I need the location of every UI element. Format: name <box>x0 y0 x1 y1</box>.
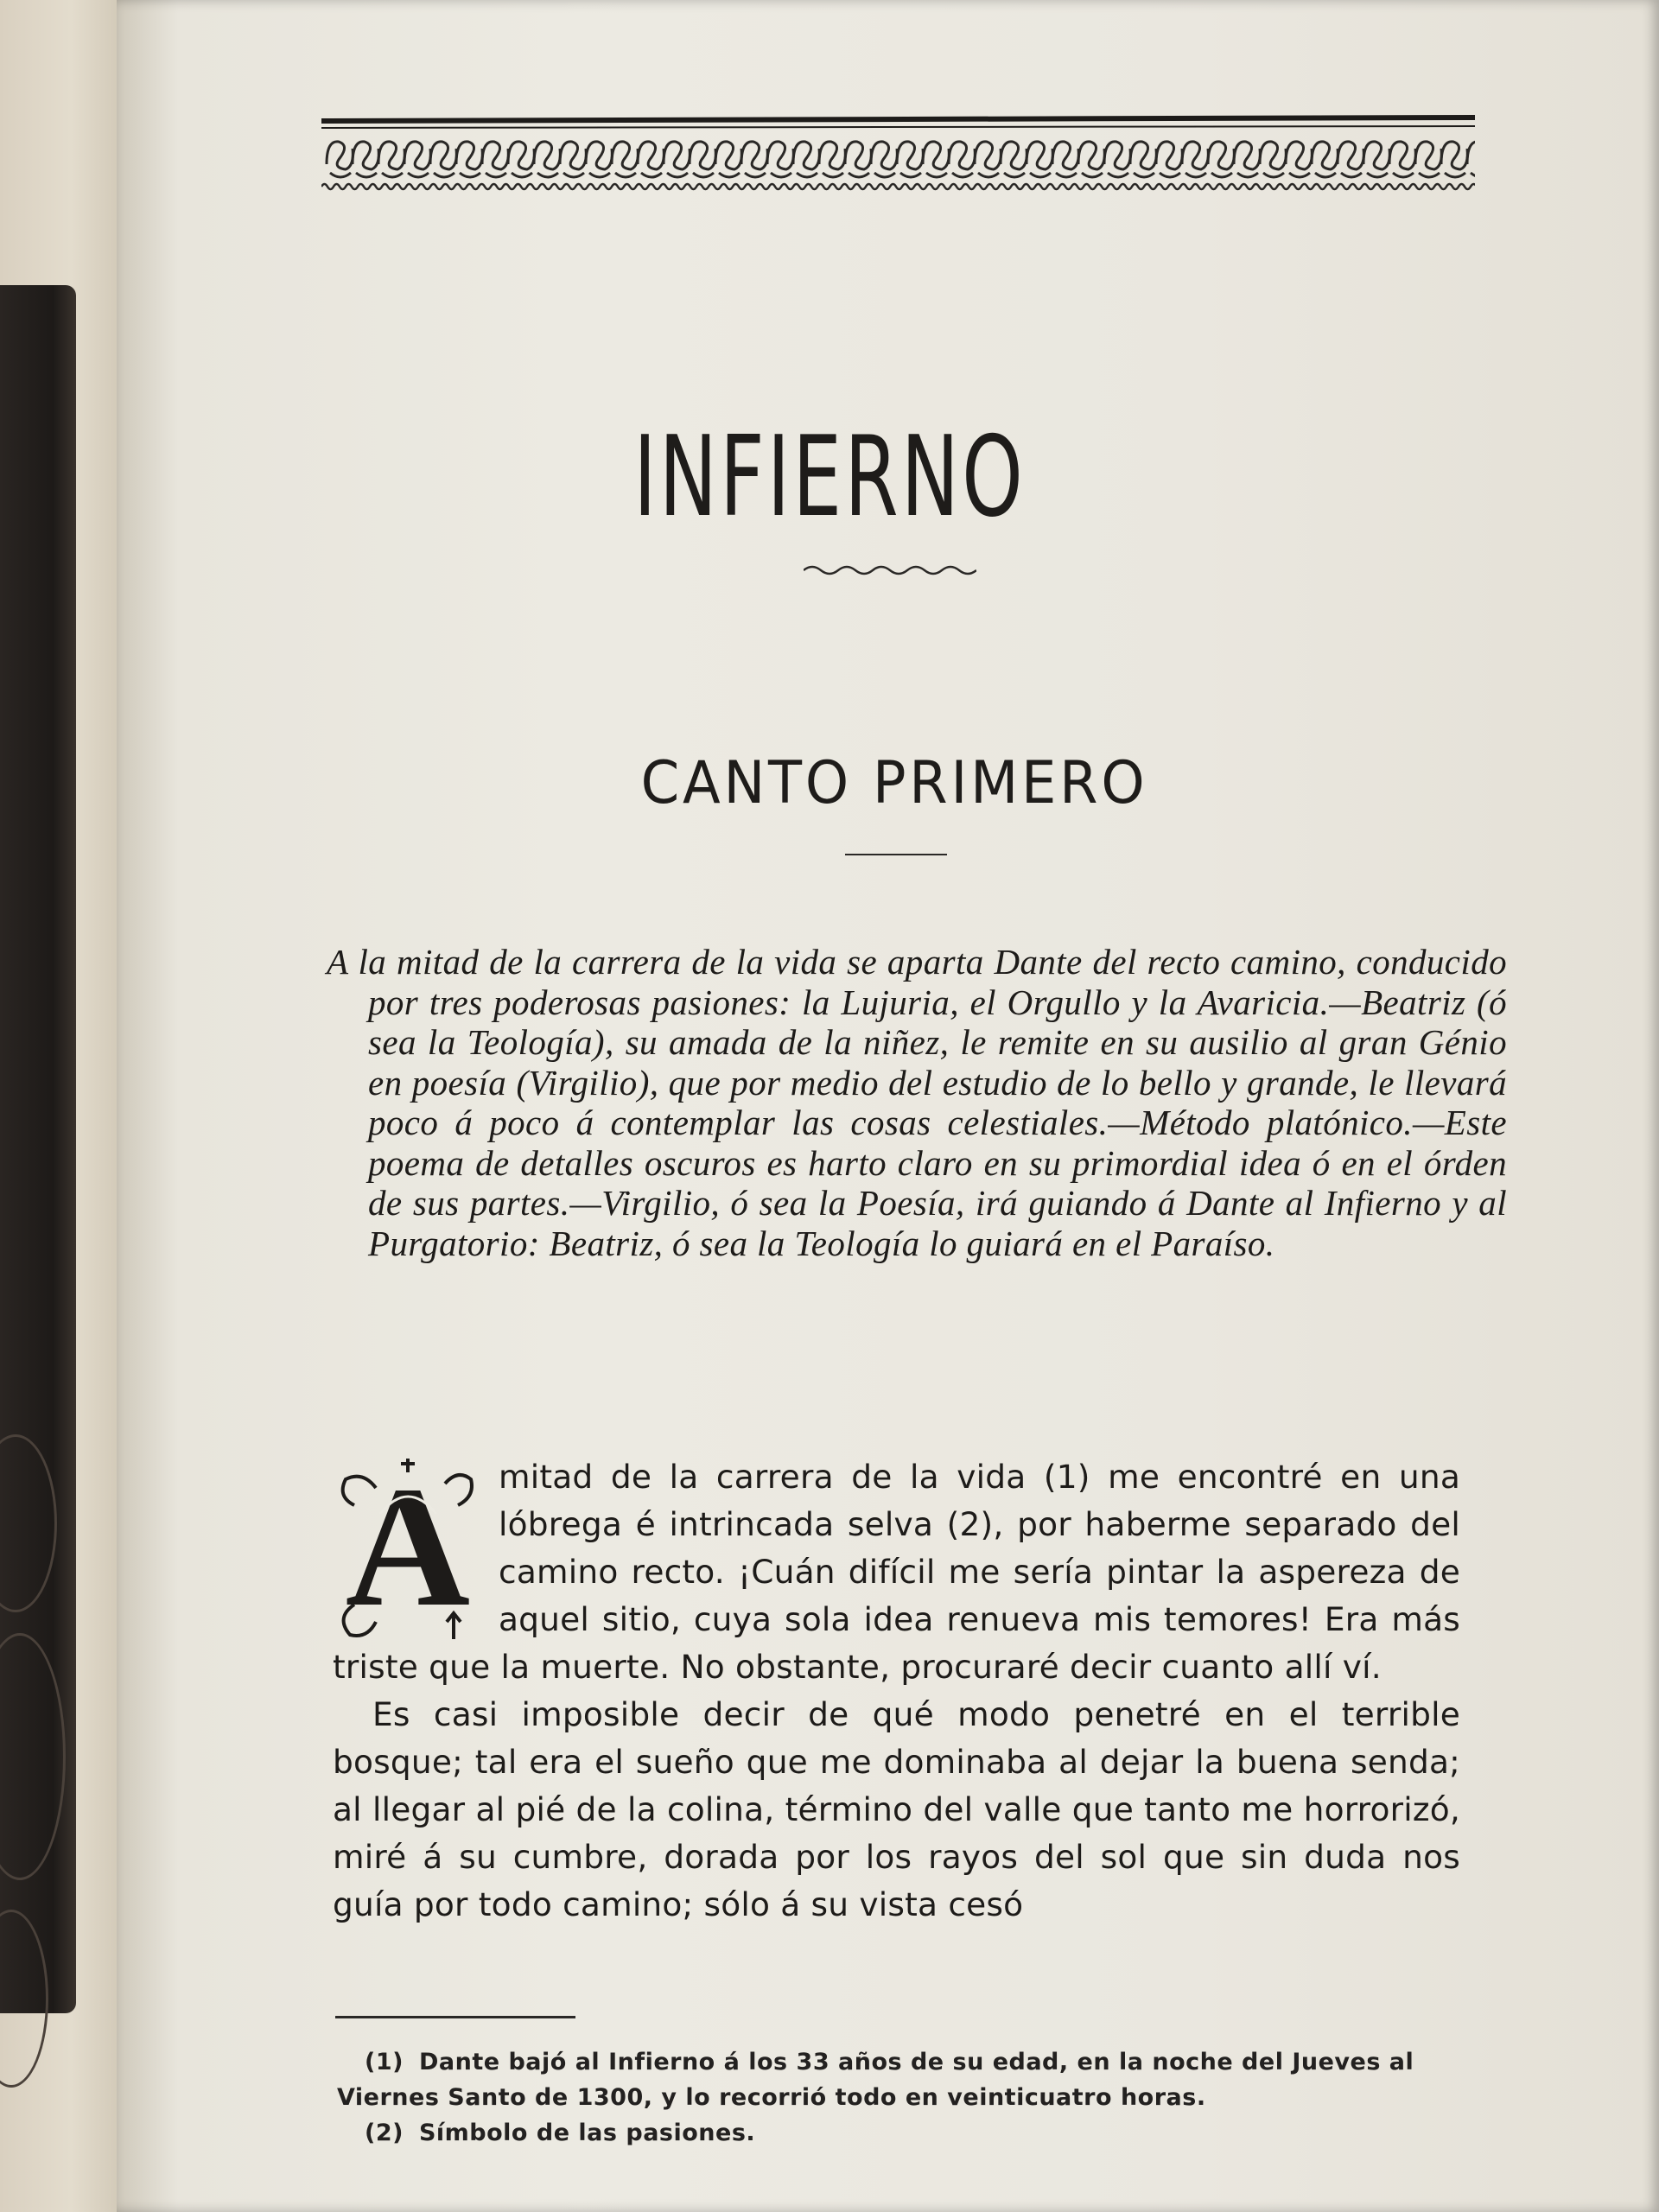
canto-rule <box>845 854 947 855</box>
footnote-1-text: Dante bajó al Infierno á los 33 años de su edad, en la noche del Jueves al Viernes Santo de 1300, y lo recorrió todo en veinticuatro horas. <box>337 2049 1414 2111</box>
footnotes <box>337 2044 1460 2151</box>
paragraph-2: Es casi imposible decir de qué modo penetré en el terrible bosque; tal era el sueño que me dominaba al dejar la buena senda; al llegar al pié de la colina, término del valle que tanto me horrorizó, miré á su cumbre, dorada por los rayos del sol que sin duda nos guía por todo camino; sólo á su vista cesó <box>333 1695 1460 1923</box>
footnote-1-number: (1) <box>365 2049 404 2075</box>
previous-page-illustration <box>0 285 76 2013</box>
decorative-header-band <box>321 112 1475 199</box>
footnote-2-number: (2) <box>365 2120 404 2146</box>
book-title: INFIERNO <box>633 413 1026 542</box>
canto-heading: CANTO PRIMERO <box>640 749 1148 817</box>
footnote-2 <box>337 2115 1460 2151</box>
ornamental-drop-cap <box>328 1453 488 1643</box>
footnote-2-text: Símbolo de las pasiones. <box>418 2120 756 2146</box>
canto-summary: A la mitad de la carrera de la vida se aparta Dante del recto camino, conducido por tres poderosas pasiones: la Lujuria, el Orgullo y la Avaricia.—Beatriz (ó sea la Teología), su amada de la niñez, le remite en su ausilio al gran Génio en poesía (Virgilio), que por medio del estudio de lo bello y grande, le llevará poco á poco á contemplar las cosas celestiales.—Método platónico.—Este poema de detalles oscuros es harto claro en su primordial idea ó en el órden de sus partes.—Virgilio, ó sea la Poesía, irá guiando á Dante al Infierno y al Purgatorio: Beatriz, ó sea la Teología lo guiará en el Paraíso. <box>327 942 1507 1263</box>
title-flourish <box>804 562 976 579</box>
paragraph-1: mitad de la carrera de la vida (1) me encontré en una lóbrega é intrincada selva (2), por haberme separado del camino recto. ¡Cuán difícil me sería pintar la aspereza de aquel sitio, cuya sola idea renueva mis temores! Era más triste que la muerte. No obstante, procuraré decir cuanto allí ví. <box>333 1458 1460 1686</box>
footnote-1 <box>337 2044 1460 2115</box>
footnote-rule <box>335 2016 575 2018</box>
main-text <box>333 1453 1460 1929</box>
svg-text:A: A <box>345 1453 471 1643</box>
